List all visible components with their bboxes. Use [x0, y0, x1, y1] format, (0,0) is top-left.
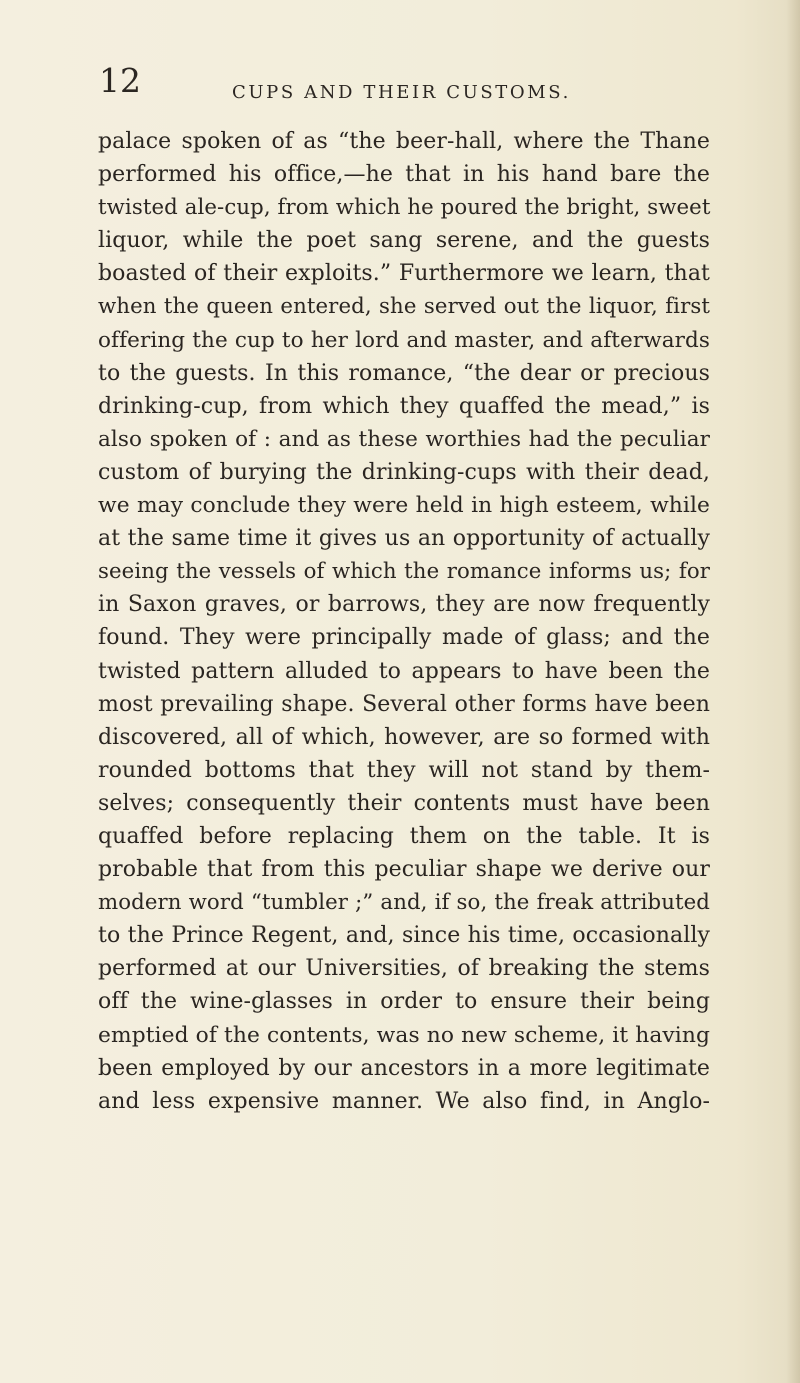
text-line: seeing the vessels of which the romance informs us; for [98, 559, 710, 585]
text-line: offering the cup to her lord and master, and afterwards [98, 327, 710, 353]
text-line: most prevailing shape. Several other forms have been [98, 691, 710, 717]
text-line: liquor, while the poet sang serene, and the guests [98, 228, 710, 254]
text-line: rounded bottoms that they will not stand by them- [98, 757, 710, 783]
running-title: CUPS AND THEIR CUSTOMS. [232, 82, 571, 103]
text-line: we may conclude they were held in high esteem, while [98, 493, 710, 519]
text-line: performed his office,—he that in his hand bare the [98, 162, 710, 188]
text-line: custom of burying the drinking-cups with their dead, [98, 459, 710, 485]
text-line: emptied of the contents, was no new scheme, it having [98, 1022, 710, 1048]
text-line: to the guests. In this romance, “the dear or precious [98, 360, 710, 386]
text-line: boasted of their exploits.” Furthermore we learn, that [98, 261, 710, 287]
text-line: and less expensive manner. We also find, in Anglo- [98, 1088, 710, 1114]
text-line: selves; consequently their contents must have been [98, 790, 710, 816]
text-line: off the wine-glasses in order to ensure their being [98, 989, 710, 1015]
text-line: modern word “tumbler ;” and, if so, the freak attributed [98, 890, 710, 916]
body-text [98, 125, 710, 1118]
text-line: in Saxon graves, or barrows, they are now frequently [98, 592, 710, 618]
text-line: twisted pattern alluded to appears to have been the [98, 658, 710, 684]
text-line: drinking-cup, from which they quaffed the mead,” is [98, 393, 710, 419]
text-line: quaffed before replacing them on the table. It is [98, 823, 710, 849]
text-line: discovered, all of which, however, are so formed with [98, 724, 710, 750]
text-line: probable that from this peculiar shape we derive our [98, 857, 710, 883]
text-line: when the queen entered, she served out the liquor, first [98, 294, 710, 320]
text-line: performed at our Universities, of breaking the stems [98, 956, 710, 982]
text-line: to the Prince Regent, and, since his time, occasionally [98, 923, 710, 949]
text-line: been employed by our ancestors in a more legitimate [98, 1055, 710, 1081]
text-line: palace spoken of as “the beer-hall, where the Thane [98, 129, 710, 154]
text-line: twisted ale-cup, from which he poured the bright, sweet [98, 195, 711, 221]
text-line: found. They were principally made of glass; and the [98, 625, 710, 651]
page-edge-shadow [786, 0, 800, 1383]
text-line: also spoken of : and as these worthies had the peculiar [98, 426, 710, 452]
text-line: at the same time it gives us an opportunity of actually [98, 526, 710, 552]
page-number: 12 [99, 61, 141, 100]
